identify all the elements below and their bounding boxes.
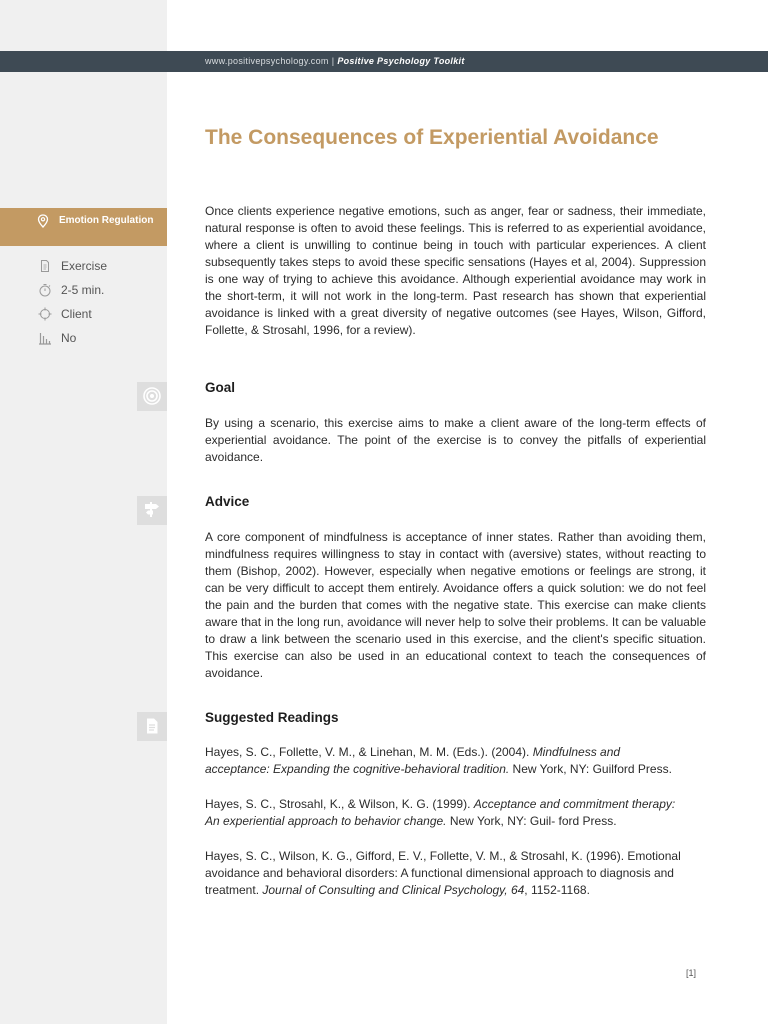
reference-authors: Hayes, S. C., Wilson, K. G., Gifford, E. V., Follette, V. M., & Strosahl, K. (1996). Emotional avoidance and behavioral disorders: A functional dimensional approach to diagnosis and treatment. <box>205 849 681 897</box>
reference-title: Acceptance and commitment therapy: An experiential approach to behavior change. <box>205 797 676 828</box>
meta-duration <box>36 282 161 298</box>
readings-section-icon <box>137 712 167 741</box>
readings-heading: Suggested Readings <box>205 710 339 725</box>
header-bar <box>0 51 768 72</box>
reference-item <box>205 796 685 830</box>
header-url[interactable]: www.positivepsychology.com <box>205 56 329 66</box>
reference-authors: Hayes, S. C., Follette, V. M., & Linehan, M. M. (Eds.). (2004). <box>205 745 533 759</box>
intro-paragraph: Once clients experience negative emotions, such as anger, fear or sadness, their immediate, natural response is often to avoid these feelings. This is referred to as experiential avoidance, where a client is unwilling to continue being in touch with particular experiences. A client subsequently takes steps to avoid these specific sensations (Hayes et al, 2004). Suppression is one way of trying to achieve this avoidance. Although experiential avoidance may work in the short-term, it will not work in the long-term. Past research has shown that experiential avoidance is linked with a great diversity of negative outcomes (see Hayes, Wilson, Gifford, Follette, & Strosahl, 1996, for a review). <box>205 204 706 337</box>
signpost-icon <box>142 500 162 520</box>
goal-paragraph: By using a scenario, this exercise aims to make a client aware of the long-term effects of experiential avoidance. The point of the exercise is to convey the pitfalls of experiential avoidance. <box>205 416 706 464</box>
meta-duration-label: 2-5 min. <box>61 283 105 297</box>
reference-item <box>205 848 685 899</box>
crosshair-icon <box>38 307 52 321</box>
header-text <box>205 51 465 72</box>
advice-paragraph: A core component of mindfulness is acceptance of inner states. Rather than avoiding them, mindfulness requires willingness to stay in contact with (aversive) states, without reacting to them (Bishop, 2002). However, especially when negative emotions or feelings are strong, it can be very difficult to accept them entirely. Avoidance offers a quick solution: we do not feel the pain and the burden that comes with the negative state. This exercise can make clients aware that in the long run, avoidance will never help to solve their problems. It can be valuable to draw a link between the scenario used in this exercise, and the client's specific situation. This exercise can also be used in an educational context to teach the consequences of avoidance. <box>205 530 706 680</box>
stopwatch-icon <box>38 283 52 297</box>
reference-publisher: New York, NY: Guilford Press. <box>509 762 672 776</box>
advice-heading: Advice <box>205 494 250 509</box>
meta-audience-label: Client <box>61 307 92 321</box>
page-number: [1] <box>686 968 697 978</box>
page-title: The Consequences of Experiential Avoidance <box>205 126 659 149</box>
meta-type-label: Exercise <box>61 259 108 273</box>
reference-title: Mindfulness and acceptance: Expanding the cognitive-behavioral tradition. <box>205 745 621 776</box>
reference-publisher: New York, NY: Guil- ford Press. <box>446 814 617 828</box>
advice-section-icon <box>137 496 167 525</box>
target-icon <box>142 386 162 406</box>
reference-pages: , 1152-1168. <box>524 883 590 897</box>
meta-evidence <box>36 330 161 346</box>
bar-chart-icon <box>38 331 52 345</box>
reference-authors: Hayes, S. C., Strosahl, K., & Wilson, K. G. (1999). <box>205 797 474 811</box>
reference-item <box>205 744 685 778</box>
document-icon <box>38 259 52 273</box>
category-tag <box>0 208 167 246</box>
header-brand: Positive Psychology Toolkit <box>337 56 465 66</box>
location-pin-icon <box>37 214 49 228</box>
category-label: Emotion Regulation <box>59 215 154 226</box>
document-icon <box>142 716 162 736</box>
goal-heading: Goal <box>205 380 236 395</box>
meta-audience <box>36 306 161 322</box>
goal-section-icon <box>137 382 167 411</box>
meta-type <box>36 258 161 274</box>
header-separator: | <box>331 56 335 66</box>
meta-evidence-label: No <box>61 331 77 345</box>
reference-journal: Journal of Consulting and Clinical Psychology, 64 <box>262 883 525 897</box>
